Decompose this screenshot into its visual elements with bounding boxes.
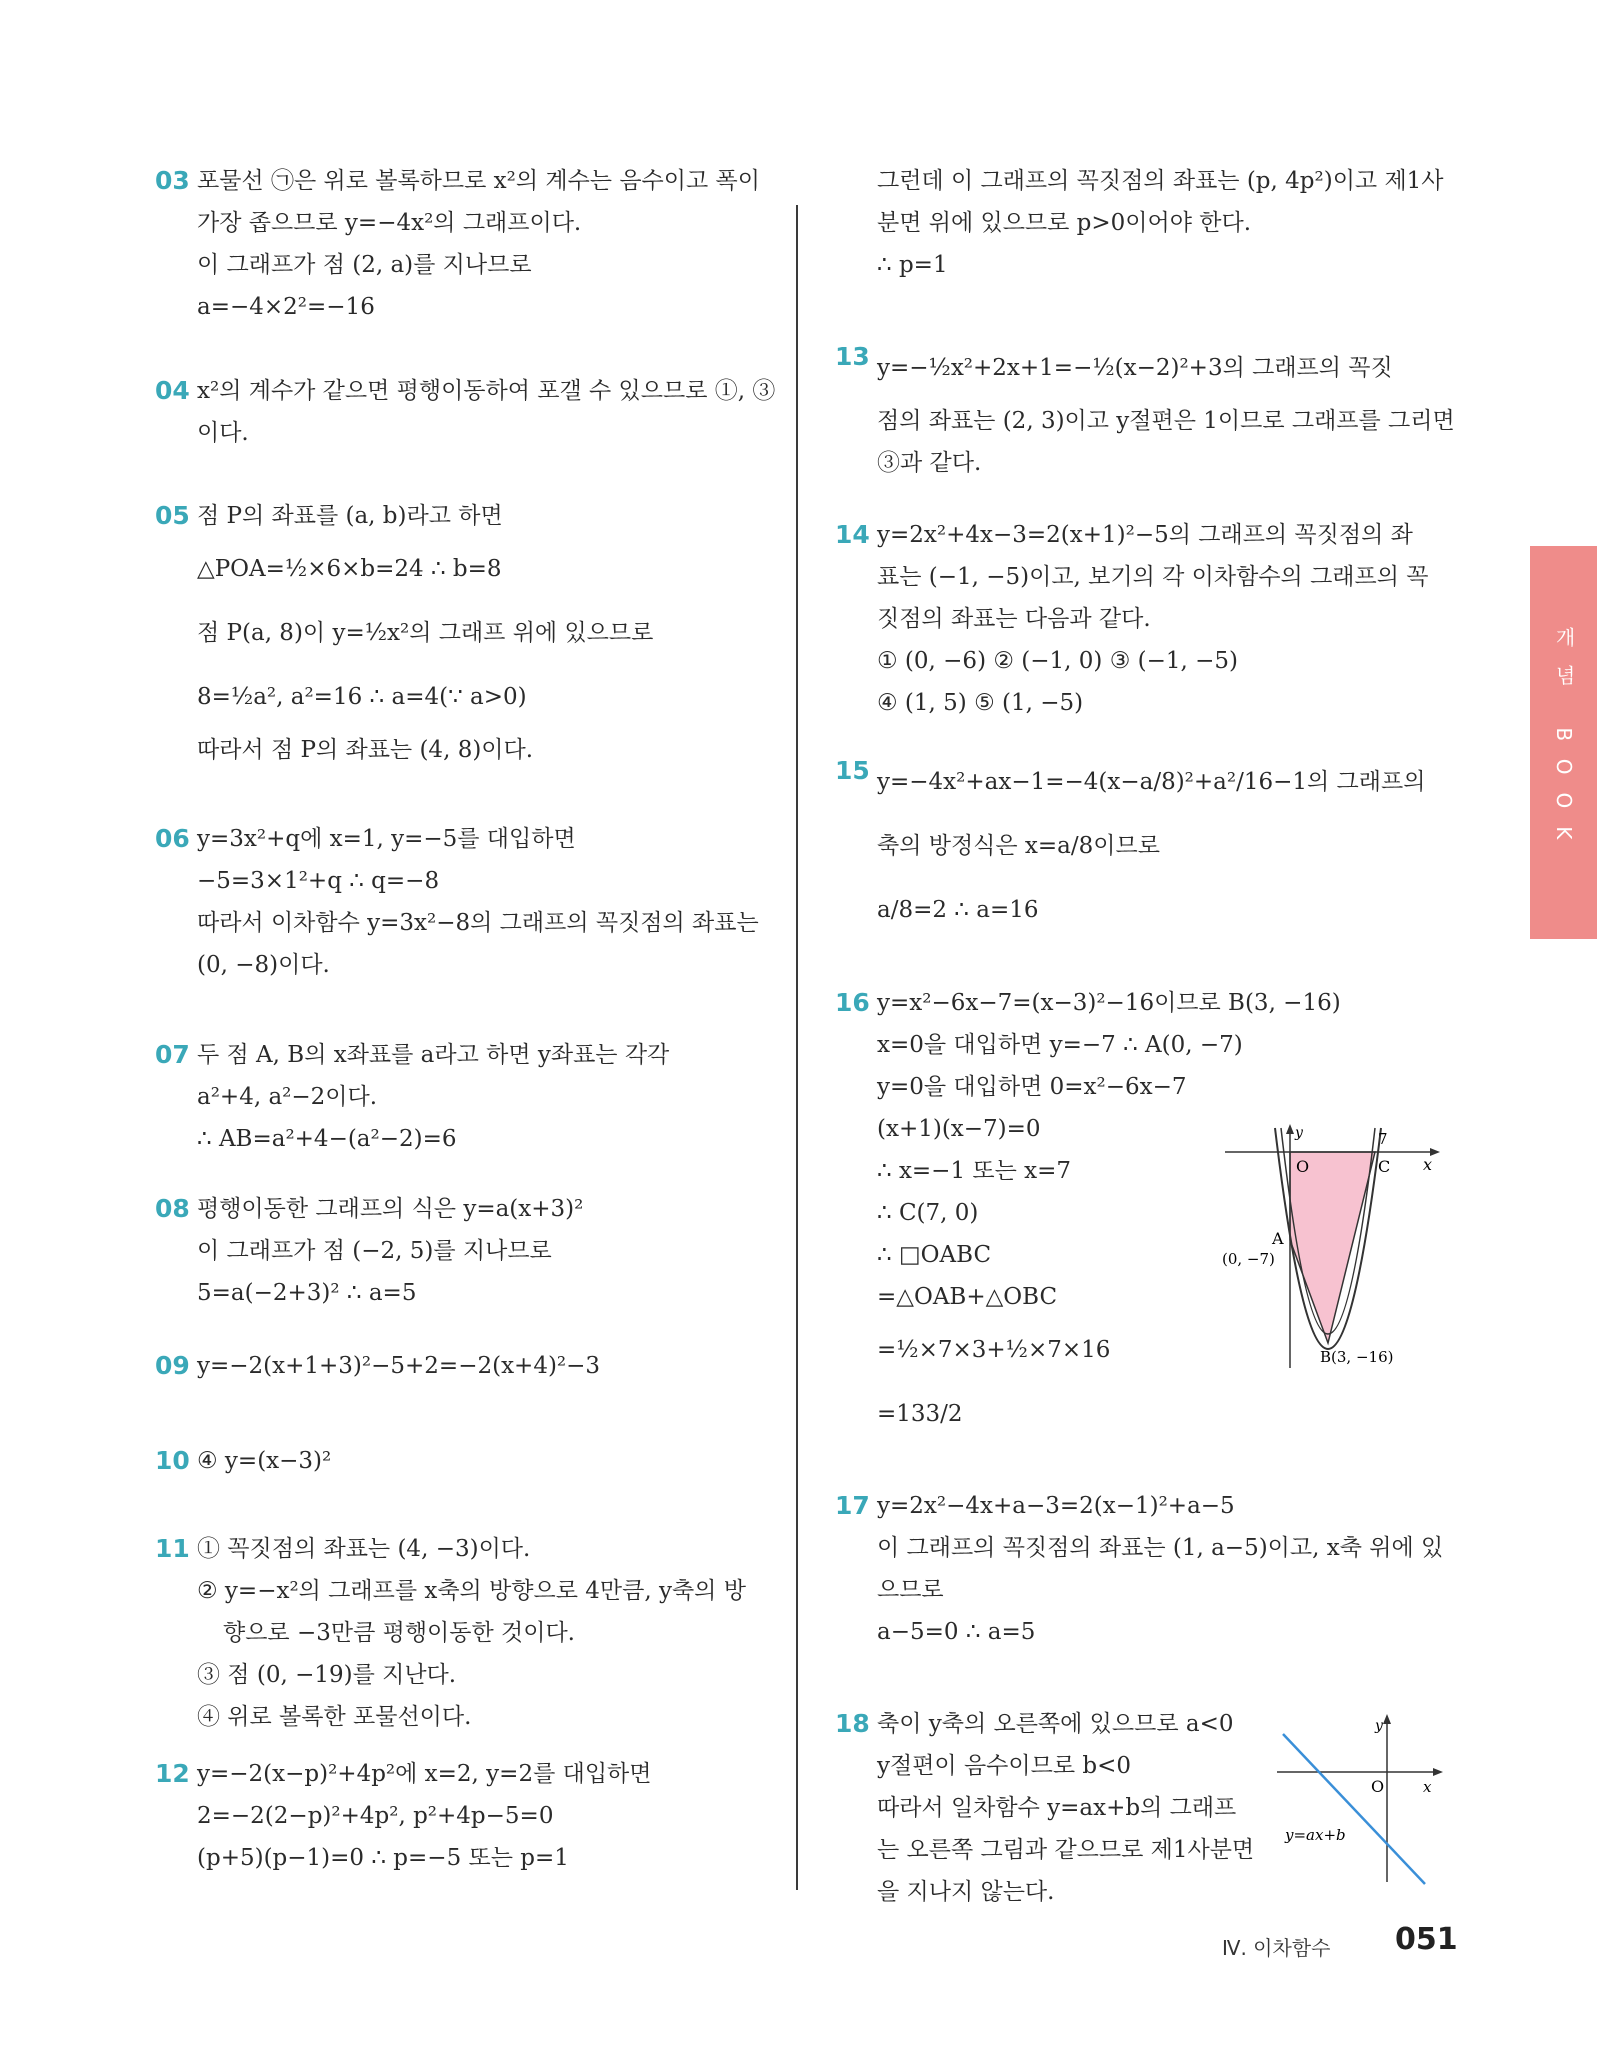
graph16-b-label: B(3, −16) (1320, 1348, 1394, 1366)
graph-16 (1215, 1120, 1455, 1370)
solution-line: 짓점의 좌표는 다음과 같다. (877, 606, 1151, 632)
problem-number: 08 (155, 1194, 190, 1223)
solution-line: x²의 계수가 같으면 평행이동하여 포갤 수 있으므로 ①, ③ (197, 378, 776, 404)
solution-line: y=−4x²+ax−1=−4(x−a/8)²+a²/16−1의 그래프의 (877, 769, 1426, 795)
graph18-line-label: y=ax+b (1285, 1826, 1346, 1844)
right-problem-cont (835, 160, 1455, 286)
solution-line: y=0을 대입하면 0=x²−6x−7 (877, 1074, 1187, 1100)
problem-number: 06 (155, 824, 190, 853)
solution-line: ④ (1, 5) ⑤ (1, −5) (877, 690, 1084, 716)
problem-number: 16 (835, 988, 870, 1017)
solution-line: 포물선 ㉠은 위로 볼록하므로 x²의 계수는 음수이고 폭이 (197, 168, 760, 194)
solution-line: =½×7×3+½×7×16 (877, 1337, 1111, 1363)
right-problem-15 (835, 750, 1455, 942)
left-problem-06 (155, 818, 775, 986)
solution-line: y=2x²+4x−3=2(x+1)²−5의 그래프의 꼭짓점의 좌 (877, 522, 1413, 548)
solution-line: 이 그래프가 점 (2, a)를 지나므로 (197, 252, 532, 278)
solution-line: 점 P(a, 8)이 y=½x²의 그래프 위에 있으므로 (197, 620, 654, 646)
solution-line: y=−2(x+1+3)²−5+2=−2(x+4)²−3 (197, 1353, 601, 1379)
solution-line: ∴ p=1 (877, 252, 948, 278)
solution-line: y절편이 음수이므로 b<0 (877, 1753, 1131, 1779)
solution-line: 따라서 일차함수 y=ax+b의 그래프 (877, 1795, 1237, 1821)
problem-number: 13 (835, 342, 870, 371)
solution-line: y=−2(x−p)²+4p²에 x=2, y=2를 대입하면 (197, 1761, 652, 1787)
solution-line: ∴ □OABC (877, 1242, 992, 1268)
solution-line: ④ y=(x−3)² (197, 1448, 332, 1474)
footer-chapter: Ⅳ. 이차함수 (1222, 1936, 1331, 1960)
graph16-x-label: x (1423, 1155, 1433, 1174)
solution-line: 따라서 이차함수 y=3x²−8의 그래프의 꼭짓점의 좌표는 (197, 910, 759, 936)
y-axis-arrow (1383, 1714, 1391, 1724)
solution-line: =133/2 (877, 1401, 963, 1427)
left-problem-09 (155, 1345, 775, 1387)
problem-number: 10 (155, 1446, 190, 1475)
solution-line: 을 지나지 않는다. (877, 1879, 1055, 1905)
solution-line: ① (0, −6) ② (−1, 0) ③ (−1, −5) (877, 648, 1239, 674)
solution-line: ③과 같다. (877, 450, 982, 476)
solution-line: x=0을 대입하면 y=−7 ∴ A(0, −7) (877, 1032, 1243, 1058)
left-problem-04 (155, 370, 775, 454)
problem-number: 12 (155, 1759, 190, 1788)
solution-line: 점 P의 좌표를 (a, b)라고 하면 (197, 503, 503, 529)
solution-line: ③ 점 (0, −19)를 지난다. (197, 1662, 457, 1688)
side-tab (1530, 546, 1597, 939)
left-problem-03 (155, 160, 775, 328)
solution-line: a=−4×2²=−16 (197, 294, 375, 320)
left-problem-10 (155, 1440, 775, 1482)
solution-line: 표는 (−1, −5)이고, 보기의 각 이차함수의 그래프의 꼭 (877, 564, 1429, 590)
problem-number: 03 (155, 166, 190, 195)
graph18-x-label: x (1423, 1778, 1432, 1796)
solution-line: y=3x²+q에 x=1, y=−5를 대입하면 (197, 826, 576, 852)
solution-line: ② y=−x²의 그래프를 x축의 방향으로 4만큼, y축의 방 (197, 1578, 746, 1604)
problem-number: 05 (155, 501, 190, 530)
line-y-ax-b (1283, 1734, 1425, 1884)
solution-line: =△OAB+△OBC (877, 1284, 1058, 1310)
problem-number: 09 (155, 1351, 190, 1380)
right-problem-14 (835, 514, 1455, 724)
solution-line: y=x²−6x−7=(x−3)²−16이므로 B(3, −16) (877, 990, 1341, 1016)
solution-line: 따라서 점 P의 좌표는 (4, 8)이다. (197, 737, 534, 763)
left-problem-12 (155, 1753, 775, 1879)
right-problem-17 (835, 1485, 1455, 1653)
quadrilateral-oabc (1290, 1152, 1375, 1343)
graph16-seven-label: 7 (1378, 1130, 1388, 1148)
solution-line: a²+4, a²−2이다. (197, 1084, 378, 1110)
left-problem-05 (155, 495, 775, 771)
x-axis-arrow (1433, 1768, 1443, 1776)
solution-line: y=2x²−4x+a−3=2(x−1)²+a−5 (877, 1493, 1235, 1519)
solution-line: (p+5)(p−1)=0 ∴ p=−5 또는 p=1 (197, 1845, 569, 1871)
solution-line: 분면 위에 있으므로 p>0이어야 한다. (877, 210, 1252, 236)
solution-line: a/8=2 ∴ a=16 (877, 897, 1039, 923)
solution-line: ∴ x=−1 또는 x=7 (877, 1158, 1072, 1184)
solution-line: −5=3×1²+q ∴ q=−8 (197, 868, 440, 894)
solution-line: ① 꼭짓점의 좌표는 (4, −3)이다. (197, 1536, 531, 1562)
solution-line: △POA=½×6×b=24 ∴ b=8 (197, 556, 502, 582)
solution-line: 가장 좁으므로 y=−4x²의 그래프이다. (197, 210, 582, 236)
problem-number: 07 (155, 1040, 190, 1069)
y-axis-arrow (1286, 1124, 1294, 1134)
solution-line: 두 점 A, B의 x좌표를 a라고 하면 y좌표는 각각 (197, 1042, 670, 1068)
graph18-y-label: y (1375, 1718, 1383, 1734)
graph-18 (1275, 1712, 1450, 1892)
right-problem-13 (835, 336, 1455, 484)
solution-line: 8=½a², a²=16 ∴ a=4(∵ a>0) (197, 684, 527, 710)
problem-number: 11 (155, 1534, 190, 1563)
graph16-a-label: A (1272, 1229, 1284, 1248)
column-divider (796, 205, 798, 1890)
solution-line: 이 그래프의 꼭짓점의 좌표는 (1, a−5)이고, x축 위에 있 (877, 1535, 1444, 1561)
left-problem-07 (155, 1034, 775, 1160)
solution-line: 이다. (197, 420, 249, 446)
solution-line: 향으로 −3만큼 평행이동한 것이다. (223, 1620, 575, 1646)
left-problem-11 (155, 1528, 775, 1738)
graph16-o-label: O (1296, 1157, 1310, 1176)
solution-line: ∴ AB=a²+4−(a²−2)=6 (197, 1126, 457, 1152)
graph16-c-label: C (1378, 1157, 1391, 1176)
problem-number: 17 (835, 1491, 870, 1520)
solution-line: 축이 y축의 오른쪽에 있으므로 a<0 (877, 1711, 1234, 1737)
problem-number: 15 (835, 756, 870, 785)
graph16-a-coord: (0, −7) (1222, 1250, 1275, 1268)
solution-line: 는 오른쪽 그림과 같으므로 제1사분면 (877, 1837, 1255, 1863)
problem-number: 14 (835, 520, 870, 549)
problem-number: 04 (155, 376, 190, 405)
solution-line: 으므로 (877, 1577, 944, 1603)
side-tab-label: 개념 BOOK (1552, 627, 1576, 858)
problem-number: 18 (835, 1709, 870, 1738)
graph16-y-label: y (1295, 1125, 1303, 1141)
solution-line: (0, −8)이다. (197, 952, 330, 978)
solution-line: 평행이동한 그래프의 식은 y=a(x+3)² (197, 1196, 584, 1222)
solution-line: 이 그래프가 점 (−2, 5)를 지나므로 (197, 1238, 552, 1264)
page-number: 051 (1395, 1922, 1458, 1957)
solution-line: 그런데 이 그래프의 꼭짓점의 좌표는 (p, 4p²)이고 제1사 (877, 168, 1444, 194)
graph18-o-label: O (1371, 1777, 1385, 1796)
solution-line: ④ 위로 볼록한 포물선이다. (197, 1704, 472, 1730)
left-problem-08 (155, 1188, 775, 1314)
solution-line: 2=−2(2−p)²+4p², p²+4p−5=0 (197, 1803, 554, 1829)
solution-line: 점의 좌표는 (2, 3)이고 y절편은 1이므로 그래프를 그리면 (877, 408, 1455, 434)
solution-line: 5=a(−2+3)² ∴ a=5 (197, 1280, 417, 1306)
solution-line: ∴ C(7, 0) (877, 1200, 979, 1226)
solution-line: a−5=0 ∴ a=5 (877, 1619, 1036, 1645)
solution-line: y=−½x²+2x+1=−½(x−2)²+3의 그래프의 꼭짓 (877, 355, 1393, 381)
solution-line: 축의 방정식은 x=a/8이므로 (877, 833, 1160, 859)
solution-line: (x+1)(x−7)=0 (877, 1116, 1041, 1142)
